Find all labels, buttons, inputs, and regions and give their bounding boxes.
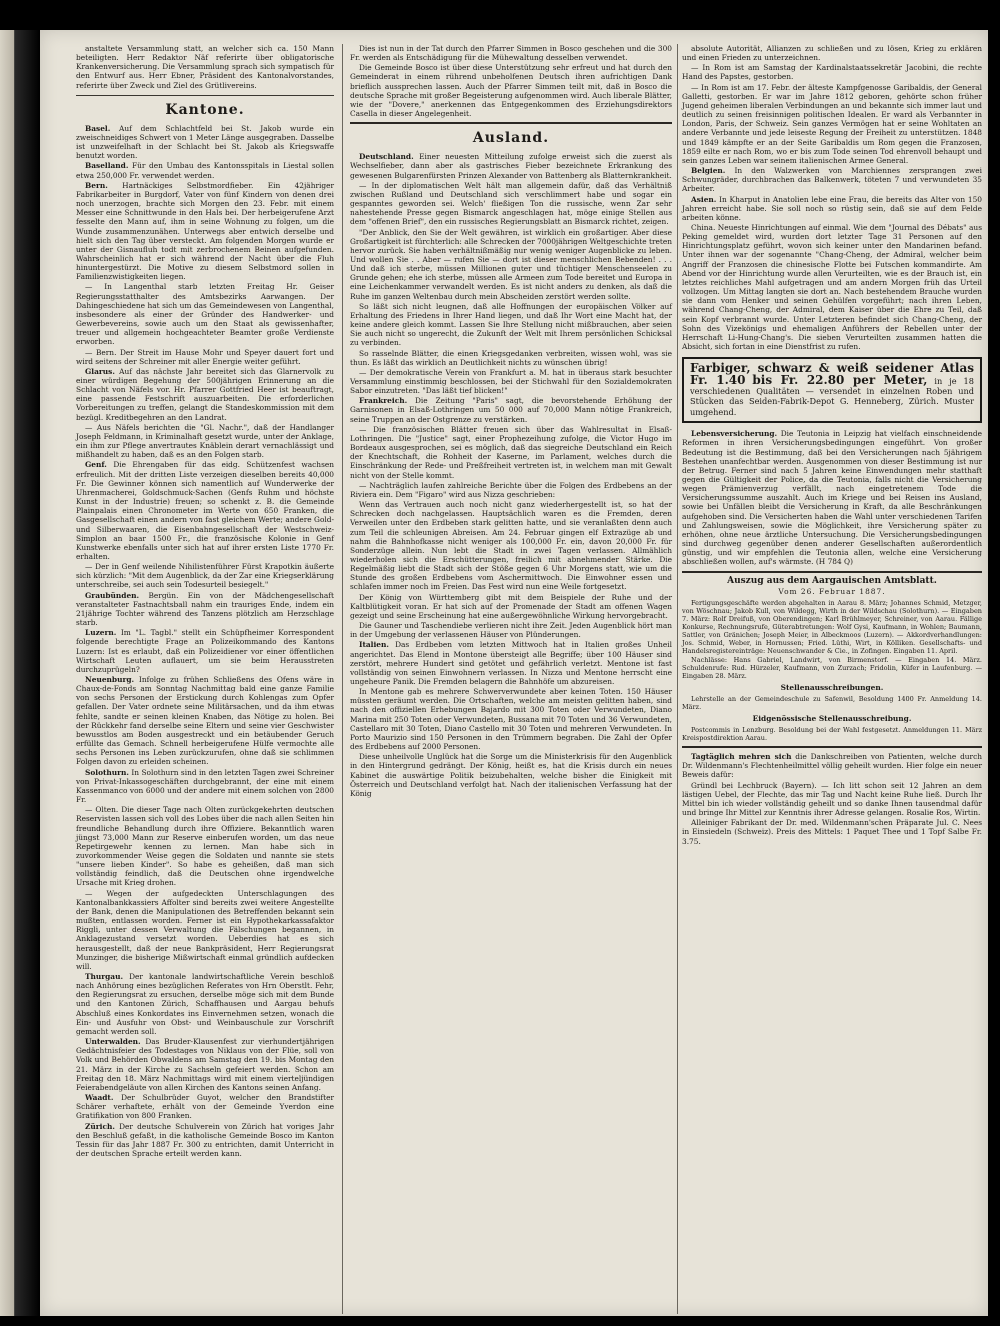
article-text: — Die französischen Blätter freuen sich über das Wahlresultat in Elsaß-Lothringen. Die "Justice" sagt, einer Prophezeihung zufolge, die Victor Hugo im Bordeaux ausgesprochen, sei es möglich, daß das siegreiche Deutschland ein Reich der Knechtschaft, die Rohheit der Kaserne, im Parlament, welches durch die Einschränkung der Rede- und Preßfreiheit vertreten ist, in welchem man mit Gewalt nicht von der Stelle kommt.	[350, 424, 672, 480]
column-2	[350, 44, 672, 799]
article-text: — In Rom ist am 17. Febr. der älteste Kampfgenosse Garibaldis, der General Galletti, gestorben. Er war im Jahre 1812 geboren, gehörte schon früher Jugend geheimen liberalen Verbindungen an und bekannte sich immer laut und deutlich zu seinen freisinnigen politischen Idealen. Er ward als Verbannter in London, Paris, der Schweiz. Sein ganzes Vermögen hat er seine Wohltaten an andere Verbannte und jede leiseste Regung der Freiheit zu unterstützen. 1848 und 1849 kämpfte er an der Seite Garibaldis um Rom gegen die Franzosen, 1859 eilte er nach Rom, wo er bis zum Tode seinen Tod ehrenvoll behaupt und sein ganzes Leben war seinem italienischen Armee General.	[682, 82, 982, 165]
article-keyword: Frankreich.	[359, 396, 408, 406]
article-text: In den Walzwerken von Marchiennes zersprangen zwei Schwungräder, durchbrachen das Balkenwerk, töteten 7 und verwundeten 35 Arbeiter.	[682, 166, 982, 194]
article-paragraph	[76, 591, 334, 628]
separator	[76, 95, 334, 96]
article-keyword: Asien.	[691, 194, 717, 204]
article-keyword: Zürich.	[85, 1121, 115, 1131]
article-paragraph	[350, 396, 672, 423]
article-paragraph	[350, 152, 672, 179]
column-3-articles	[682, 63, 982, 351]
article-paragraph	[350, 481, 672, 499]
article-text: In Mentone gab es mehrere Schwerverwundete aber keinen Toten. 150 Häuser müssten geräumt werden. Die Ortschaften, welche am meisten gelitten haben, sind nach den offiziellen Erhebungen Bajardo mit 300 Toten oder Verwundeten, Diano Marina mit 250 Toten oder Verwundeten, Bussana mit 70 Toten und 36 Verwundeten, Castellaro mit 30 Toten, Diano Castello mit 30 Toten und mehreren Verwundeten. In Porto Maurizio sind 150 Personen in den Trümmern begraben. Die Zahl der Opfer des Erdbebens auf 2000 Personen.	[350, 687, 672, 752]
article-text: Der deutsche Schulverein von Zürich hat voriges Jahr den Beschluß gefaßt, in die katholische Gemeinde Bosco im Kanton Tessin für das Jahr 1887 Fr. 300 zu entrichten, damit Unterricht in der deutschen Sprache erteilt werden kann.	[76, 1121, 334, 1158]
article-paragraph	[76, 460, 334, 561]
amtsblatt-federal-jobs-title: Eidgenössische Stellenausschreibung.	[752, 714, 912, 723]
article-paragraph	[682, 195, 982, 222]
remedy-keyword: Tagtäglich mehren sich	[691, 752, 792, 762]
article-paragraph	[76, 562, 334, 589]
article-keyword: Unterwalden.	[85, 1037, 141, 1047]
remedy-text: die Dankschreiben von Patienten, welche durch Dr. Wildenmann's Flechtenheilmittel völlig geheilt wurden. Hier folge ein neuer Beweis dafür:	[682, 752, 982, 780]
article-text: — In Rom ist am Samstag der Kardinalstaatssekretär Jacobini, die rechte Hand des Papstes, gestorben.	[682, 63, 982, 82]
separator	[350, 122, 672, 124]
column-1-intro: anstaltete Versammlung statt, an welcher sich ca. 150 Mann beteiligten. Herr Redaktor Näf referirte über obligatorische Krankenversicherung. Die Versammlung sprach sich sympatisch für den Entwurf aus. Herr Ebner, Präsident des Kantonalvorstandes, referirte über Zweck und Ziel des Grütlivereins.	[76, 44, 334, 90]
article-text: — Der in Genf weilende Nihilistenführer Fürst Krapotkin äußerte sich kürzlich: "Mit dem Augenblick, da der Zar eine Kriegserklärung unterschreibe, sei auch sein Todesurteil besiegelt."	[76, 562, 334, 590]
remedy-advertisement	[682, 752, 982, 779]
article-text: Einer neuesten Mitteilung zufolge erweist sich die zuerst als Wechselfieber, dann aber als gastrisches Fieber bezeichnete Erkrankung des gewesenen Bulgarenfürsten Prinzen Alexander von Battenberg als Blatternkrankheit.	[350, 152, 672, 180]
article-text: Diese unheilvolle Unglück hat die Sorge um die Ministerkrisis für den Augenblick in den Hintergrund gedrängt. Der König, heißt es, hat die Krisis durch ein neues Kabinet die auswärtige Politik beizubehalten, welche bisher die Einigkeit mit Österreich und Deutschland verfolgt hat. Nach der italienischen Verfassung hat der König	[350, 752, 672, 798]
article-text: — In Langenthal starb letzten Freitag Hr. Geiser Regierungsstatthalter des Amtsbezirks Aarwangen. Der Dahingeschiedene hat sich um das Gemeindewesen von Langenthal, insbesondere als einer der Gründer des Handwerker- und Gewerbevereins, sowie auch um den Staat als gewissenhafter, treuer und allgemein hochgeachteter Beamter große Verdienste erworben.	[76, 282, 334, 347]
article-paragraph	[350, 349, 672, 367]
article-text: Das Erdbeben vom letzten Mittwoch hat in Italien großes Unheil angerichtet. Das Elend in Montone übersteigt alle Begriffe; über 100 Häuser sind zerstört, mehrere Hundert sind getötet und gefährlich verletzt. Mentone ist fast vollständig von seinen Einwohnern verlassen. In Nizza und Mentone herrscht eine ungeheure Panik. Die Fremden belagern die Bahnhöfe um abzureisen.	[350, 640, 672, 686]
ad-headline: Farbiger, schwarz & weiß seidener Atlas Fr. 1.40	[690, 361, 974, 387]
article-text: So rasselnde Blätter, die einen Kriegsgedanken verbreiten, wissen wohl, was sie thun. Es läßt das wirklich an Deutlichkeit nichts zu wünschen übrig!	[350, 348, 672, 367]
article-keyword: Deutschland.	[359, 152, 414, 162]
amtsblatt-body-2: Nachlässe: Hans Gabriel, Landwirt, von Birmenstorf. — Eingaben 14. März. Schuldenrufe: Rud. Hürzeler, Kaufmann, von Zurzach; Fridolin, Küfer in Laufenburg. — Eingaben 28. März.	[682, 655, 982, 680]
article-text: Hartnäckiges Selbstmordfieber. Ein 42jähriger Fabrikarbeiter in Burgdorf, Vater von fünf Kindern von denen drei noch unerzogen, brachte sich Morgen den 23. Febr. mit einem Messer eine Schnittwunde in den Hals bei. Der herbeigerufene Arzt fesselte den Mann auf, ihm in seine Wohnung zu folgen, um die Wunde zusammenzunähen. Unterwegs aber entwich derselbe und hielt sich den Tag über versteckt. Am folgenden Morgen wurde er unter der Gisnaufluh todt mit zerbrochenem Beinen aufgefunden. Wahrscheinlich hat er sich während der Nacht über die Fluh hinuntergestürzt. Die Motive zu diesem Selbstmord sollen in Familienzwistigkeiten liegen.	[76, 180, 334, 282]
article-text: "Der Anblick, den Sie der Welt gewähren, ist wirklich ein großartiger. Aber diese Großartigkeit ist fürchterlich: alle Schrecken der 7000jährigen Weltgeschichte treten hervor zurück. Sie haben verhältnißmäßig nur wenig weniger Augenblicke zu leben. Und wollen Sie . . Aber — rufen Sie — dort ist dieser menschlichen Bebenden! . . . Und daß ich sterbe, müssen Millionen guter und tüchtiger Menschenseelen zu Grunde gehen; ehe ich sterbe, müssen alle Armeen zum Tode bereitet und Europa in eine Leichenkammer verwandelt werden. Es ist nicht anders zu denken, als daß die Ruhe im ganzen Weltenbau durch mein Abscheiden zerstört werden sollte.	[350, 227, 672, 301]
article-paragraph	[76, 675, 334, 767]
column-1-articles	[76, 124, 334, 1158]
article-text: Infolge zu frühen Schließens des Ofens wäre in Chaux-de-Fonds am Sonntag Nachmittag bald eine ganze Familie von sechs Personen der Erstickung durch Kohlengas zum Opfer gefallen. Der Vater ordnete seine Militärsachen, und da ihm etwas fehlte, sandte er seinen kleinen Knaben, das Nötige zu holen. Bei der Rückkehr fand derselbe seine Eltern und seine vier Geschwister bewusstlos am Boden ausgestreckt und ein betäubender Geruch erfüllte das Gemach. Schnell herbeigerufene Hülfe vermochte alle sechs Personen ins Leben zurückzurufen, ohne daß sie schlimmen Folgen davon zu erleiden scheinen.	[76, 675, 334, 767]
column-1	[76, 44, 334, 1159]
article-text: Im "L. Tagbl." stellt ein Schüpfheimer Korrespondent folgende berechtigte Frage an Polizeikommando des Kantons Luzern: Ist es erlaubt, daß ein Polizeidiener vor einer öffentlichen Wirtschaft Leuten auflauert, um sie beim Herausstreten durchzuprügeln?	[76, 628, 334, 674]
article-text: Der König von Württemberg gibt mit dem Beispiele der Ruhe und der Kaltblütigkeit voran. Er hat sich auf der Promenade der Stadt am offenen Wagen gezeigt und seine Erscheinung hat eine außergewöhnliche Wirkung hervorgebracht.	[350, 592, 672, 620]
article-text: Die Gauner und Taschendiebe verlieren nicht ihre Zeit. Jeden Augenblick hört man in der Umgebung der verlassenen Häuser von Plünderungen.	[350, 621, 672, 640]
article-text: — Der demokratische Verein von Frankfurt a. M. hat in überaus stark besuchter Versammlung einstimmig beschlossen, bei der Stichwahl für den Sozialdemokraten Sabor einzutreten. "Das läßt tief blicken!"	[350, 367, 672, 396]
article-paragraph	[682, 63, 982, 81]
ad-body: in je 18 verschiedenen Qualitäten — versendet in einzelnen Roben und Stücken das Seiden-Fabrik-Depot G. Henneberg, Zürich. Muster umgehend.	[690, 375, 974, 417]
column-divider-2	[677, 44, 678, 1314]
insurance-notice	[682, 429, 982, 566]
article-paragraph	[76, 161, 334, 179]
article-keyword: Thurgau.	[85, 972, 124, 981]
article-text: Der Schulbrüder Guyot, welcher den Brandstifter Schärer verhaftete, erhält von der Gemeinde Yverdon eine Gratifikation von 800 Franken.	[76, 1093, 334, 1121]
article-paragraph	[76, 768, 334, 805]
amtsblatt-date: Vom 26. Februar 1887.	[778, 586, 886, 596]
article-keyword: Genf.	[85, 460, 107, 470]
article-paragraph	[76, 889, 334, 971]
amtsblatt-jobs-text: Lehrstelle an der Gemeindeschule zu Safenwil, Besoldung 1400 Fr. Anmeldung 14. März.	[682, 695, 982, 711]
article-paragraph	[682, 166, 982, 193]
article-paragraph	[682, 223, 982, 351]
article-text: China. Neueste Hinrichtungen auf einmal. Wie dem "Journal des Débats" aus Peking gemeldet wird, wurden dort letzter Tage 31 Personen auf den Hinrichtungsplatz geführt, wovon sich keiner unter den Mandarinen befand. Unter ihnen war der sogenannte "Chang-Cheng, der Admiral, welcher beim Angriff der Franzosen die chinesische Flotte bei Futschen kommandirte. Am Abend vor der Hinrichtung wurde allen Verurteilten, wie es der Brauch ist, ein letztes reichliches Mahl aufgetragen und am andern Morgen früh das Urteil vollzogen. Um Mittag langten sie dort an. Nach bestehendem Brauche wurden sie dann vom Henker und seinen Gehülfen vorgeführt; nach ihren Leben, während Chang-Cheng, der Admiral, dem Kaiser über die Ehre zu Teil, daß sein Kopf verbrannt wurde. Unter Letzteren befindet sich Chang-Cheng, der Sohn des Vizekönigs und ehemaligen Anführers der Rebellen unter der Herrschaft Li-Hung-Chang's. Die sieben Verurteilten zusammen hatten die Absicht, sich fortan in eine Dienstfrist zu rufen.	[682, 222, 982, 351]
amtsblatt-jobs-title: Stellenausschreibungen.	[780, 682, 884, 692]
page-edge-strip	[0, 30, 40, 1316]
article-paragraph	[76, 1122, 334, 1159]
article-paragraph	[350, 640, 672, 686]
article-paragraph	[76, 282, 334, 346]
article-paragraph	[350, 425, 672, 480]
article-text: Wenn das Vertrauen auch noch nicht ganz wiederhergestellt ist, so hat der Schrecken doch nachgelassen. Hauptsächlich waren es die Fremden, deren Verweilen unter den Erdbeben stark gelitten hatte, und sie veranlaßten denn auch zum Teil die schleunigen Abreisen. Am 24. Februar gingen elf Extrazüge ab und nahm die Bahnhofkasse nicht weniger als 100,000 Fr. ein, davon 20,000 Fr. für Sonderzüge allein. Nun lebt die Stadt in zwei Tagen verlassen. Allmählich wiederholen sich die Erschütterungen, freilich mit abnehmender Stärke. Die Regelmäßig liebt die Stadt sich der Stöße gegen 6 Uhr Morgens statt, wie um die Stunde des großen Erdbebens vom Aschermittwoch. Die Einwohner essen und schlafen immer noch im Freien. Das Fest wird nun eine Weile fortgesetzt.	[350, 500, 672, 592]
article-text: Bergün. Ein von der Mädchengesellschaft veranstalteter Fastnachtsball nahm ein trauriges Ende, indem ein 21jährige Tochter während des Tanzens plötzlich am Herzschlage starb.	[76, 590, 334, 628]
column-2-intro-2: Die Gemeinde Bosco ist über diese Unterstützung sehr erfreut und hat durch den Gemeinderat in einem rührend unbeholfenen Deutsch ihren aufrichtigen Dank brieflich aussprechen lassen. Auch der Pfarrer Simmen teilt mit, daß in Bosco die deutsche Sprache mit großer Begeisterung aufgenommen wird. Auch liberale Blätter, wie der "Dovere," anerkennen das Entgegenkommen des Erziehungsdirektors Casella in dieser Angelegenheit.	[350, 63, 672, 119]
article-paragraph	[76, 124, 334, 161]
article-text: Die Zeitung "Paris" sagt, die bevorstehende Erhöhung der Garnisonen in Elsaß-Lothringen um 50 000 auf 70,000 Mann nötige Frankreich, seine Truppen an der Ostgrenze zu verstärken.	[350, 396, 672, 424]
column-3	[682, 44, 982, 847]
article-paragraph	[76, 423, 334, 460]
column-3-intro: absolute Autorität, Allianzen zu schließen und zu lösen, Krieg zu erklären und einen Frieden zu unterzeichnen.	[682, 44, 982, 63]
ad-price: bis Fr. 22.80 per Meter,	[752, 372, 928, 387]
article-paragraph	[350, 593, 672, 620]
article-text: So läßt sich nicht leugnen, daß alle Hoffnungen der europäischen Völker auf Erhaltung des Friedens in Ihrer Hand liegen, und daß Ihr Wort eine Macht hat, der keine andere gleich kommt. Lassen Sie Ihre Stellung nicht mißbrauchen, aber seien Sie auch nicht so ungerecht, die Zukunft der Welt mit Ihrem persönlichen Schicksal zu verbinden.	[350, 301, 672, 348]
article-text: — Olten. Die dieser Tage nach Olten zurückgekehrten deutschen Reservisten lassen sich voll des Lobes über die nach allen Seiten hin freundliche Behandlung durch ihre Offiziere. Bekanntlich waren jüngst 73,000 Mann zur Reserve einberufen worden, um das neue Repetirgewehr kennen zu lernen. Man habe sich in zuvorkommender Weise gegen die Soldaten und nannte sie stets "unsere lieben Kinder". So habe es geheißen, daß man sich vollständig feindlich, daß die Deutschen ohne irgendwelche Ursache mit Krieg drohen.	[76, 805, 334, 888]
article-paragraph	[76, 1037, 334, 1092]
article-text: Das Bruder-Klausenfest zur vierhundertjährigen Gedächtnisfeier des Todestages von Niklaus von der Flüe, soll von Volk und Behörden Obwaldens am Samstag den 19. bis Montag den 21. März in der Kirche zu Sachseln gefeiert werden. Schon am Freitag den 18. März Nachmittags wird mit einem vierteljündigen Feierabendgeläute von allen Kirchen des Kantons seinen Anfang.	[76, 1037, 334, 1092]
article-text: Der kantonale landwirtschaftliche Verein beschloß nach Anhörung eines bezüglichen Referates von Hrn Oberstlt. Fehr, den Regierungsrat zu ersuchen, derselbe möge sich mit dem Bunde und den Kantonen Zürich, Schaffhausen und Aargau behufs Abschluß eines Konkordates ins Einvernehmen setzen, wonach die Ein- und Ausfuhr von Obst- und Weinbauschule zur Vorschrift gemacht werden soll.	[76, 972, 334, 1036]
article-paragraph	[76, 1093, 334, 1120]
article-keyword: Bern.	[85, 180, 108, 190]
article-text: Auf das nächste Jahr bereitet sich das Glarnervolk zu einer würdigen Begehung der 500jährigen Erinnerung an die Schlacht von Näfels vor. Hr. Pfarrer Gottfried Heer ist beauftragt, eine passende Festschrift auszuarbeiten. Die erforderlichen Vorbereitungen zu treffen, gelangt die Standeskommission mit dem bezügl. Kreditbegehren an den Landrat.	[76, 366, 334, 422]
remedy-testimonial: Gründl bei Lechbruck (Bayern). — Ich litt schon seit 12 Jahren an dem lästigen Uebel, der Flechte, das mir Tag und Nacht keine Ruhe ließ. Durch Ihr Mittel bin ich wieder vollständig geheilt und so danke Ihnen tausendmal dafür und bringe Ihr Mittel zur Kenntnis ihrer Adresse gelangen. Rosalie Ros, Wirtin.	[682, 780, 982, 818]
insurance-keyword: Lebensversicherung.	[691, 429, 778, 439]
article-paragraph	[350, 500, 672, 592]
article-text: In Kharput in Anatolien lebe eine Frau, die bereits das Alter von 150 Jahren erreicht habe. Sie soll noch so rüstig sein, daß sie auf dem Felde arbeiten könne.	[682, 194, 982, 222]
article-text: — Nachträglich laufen zahlreiche Berichte über die Folgen des Erdbebens an der Riviera ein. Dem "Figaro" wird aus Nizza geschrieben:	[350, 480, 672, 499]
article-text: — Bern. Der Streit im Hause Mohr und Speyer dauert fort und wird seitens der Schreiner mit aller Energie weiter geführt.	[76, 347, 334, 366]
article-text: Für den Umbau des Kantonsspitals in Liestal sollen etwa 250,000 Fr. verwendet werden.	[76, 161, 334, 180]
article-text: Die Ehrengaben für das eidg. Schützenfest wachsen erfreulich. Mit der dritten Liste verzeigen dieselben bereits 40,000 Fr. Die Gewinner können sich namentlich auf Wunderwerke der Uhrenmacherei, Goldschmuck-Sachen (Genfs Ruhm und höchste Kunst in der Industrie) freuen; so schenkt z. B. die Gemeinde Plainpalais einen Chronometer im Werte von 650 Franken, die Gasgesellschaft einen andern von fast gleichem Werte; andere Gold- und Silberwaaren, die Eisenbahngesellschaft der Westschweiz-Simplon an baar 1500 Fr., die französische Kolonie in Genf Kunstwerke ebenfalls unter sich hat auf ihrer ersten Liste 1770 Fr. erhalten.	[76, 460, 334, 561]
article-paragraph	[350, 228, 672, 301]
section-title-kantone: Kantone.	[165, 101, 245, 118]
article-paragraph	[76, 628, 334, 674]
article-text: — Aus Näfels berichten die "Gl. Nachr.", daß der Handlanger Joseph Feldmann, in Kriminalhaft gesetzt wurde, unter der Anklage, ein ihm zur Pflege anvertrautes Knäblein derart vernachlässigt und mißhandelt zu haben, daß es an den Folgen starb.	[76, 422, 334, 460]
article-keyword: Basel.	[85, 123, 111, 133]
article-keyword: Baselland.	[85, 161, 129, 171]
article-paragraph	[76, 348, 334, 366]
article-text: Auf dem Schlachtfeld bei St. Jakob wurde ein zweischneidiges Schwert von 1 Meter Länge ausgegraben. Dasselbe ist unzweifelhaft in der Schlacht bei St. Jakob als Kriegswaffe benutzt worden.	[76, 123, 334, 161]
column-2-articles	[350, 152, 672, 798]
article-paragraph	[350, 181, 672, 227]
column-divider-1	[342, 44, 343, 1314]
remedy-seller: Alleiniger Fabrikant der Dr. med. Wildenmann'schen Präparate Jul. C. Nees in Einsiedeln (Schweiz). Preis des Mittels: 1 Paquet Thee und 1 Topf Salbe Fr. 3.75.	[682, 818, 982, 846]
article-keyword: Glarus.	[85, 366, 115, 376]
insurance-code: (H 784 Q)	[815, 557, 853, 567]
article-text: — In der diplomatischen Welt hält man allgemein dafür, daß das Verhältniß zwischen Rußland und Deutschland sich verschlimmert habe und sogar ein gespanntes geworden sei. Welch' fließigen Ton die russische, wenn Zar sehr nahestehende Presse gegen Bismarck angeschlagen hat, möge einige Stellen aus dem "offenen Brief", den ein russisches Regierungsblatt an Bismarck richtet, zeigen.	[350, 180, 672, 227]
column-2-intro-1: Dies ist nun in der Tat durch den Pfarrer Simmen in Bosco geschehen und die 300 Fr. werden als Entschädigung für die Mühewaltung desselben verwendet.	[350, 44, 672, 63]
article-paragraph	[76, 972, 334, 1036]
silk-advertisement	[682, 357, 982, 423]
article-paragraph	[350, 621, 672, 639]
article-paragraph	[350, 368, 672, 395]
article-paragraph	[350, 302, 672, 348]
article-keyword: Italien.	[359, 640, 389, 650]
section-title-ausland: Ausland.	[472, 130, 550, 147]
article-keyword: Neuenburg.	[85, 675, 135, 684]
article-text: — Wegen der aufgedeckten Unterschlagungen des Kantonalbankkassiers Affolter sind bereits zwei weitere Angestellte der Bank, denen die Manipulationen des Betreffenden bekannt sein mußten, entlassen worden. Ferner ist ein Hypothekarkassafaktor Riggli, unter dessen Verwaltung die Fälschungen begannen, in Anklagezustand versetzt worden. Ueberdies hat es sich herausgestellt, daß der neue Bankpräsident, Herr Regierungsrat Munzinger, die bisherige Mißwirtschaft einmal gründlich aufdecken will.	[76, 888, 334, 971]
article-keyword: Luzern.	[85, 628, 117, 638]
amtsblatt-body: Fertigungsgeschäfte werden abgehalten in Aarau 8. März; Johannes Schmid, Metzger, von Wöschnau; Jakob Kull, von Wildegg, Wirth in der Wildschau (Solothurn). — Eingaben 7. März: Rolf Dreifuß, von Oberendingen; Karl Brühlmeyer, Schreiner, von Aarau. Fällige Konkurse, Rechnungsrufe, Güterabtretungen: Wolf Gysi, Kaufmann, in Wohlen; Baumann, Sattler, von Gränichen; Joseph Meier, in Albeckmoos (Luzern). — Akkordverhandlungen: Jos. Schmid, Weber, in Hornussen; Fried. Lüthi, Wirt, in Kölliken. Gesellschafts- und Handelsregistereinträge: Neuenschwander & Cie., in Zofingen. Eingaben 11. April.	[682, 598, 982, 655]
article-keyword: Belgien.	[691, 166, 726, 176]
article-paragraph	[76, 805, 334, 887]
article-paragraph	[76, 181, 334, 282]
article-keyword: Solothurn.	[85, 767, 130, 777]
article-text: In Solothurn sind in den letzten Tagen zwei Schreiner von Privat-Inkassogeschäften durchgebrannt, der eine mit einem Kassenmanco von 6000 und der andere mit einem solchen von 2800 Fr.	[76, 767, 334, 805]
amtsblatt-title: Auszug aus dem Aargauischen Amtsblatt.	[727, 575, 937, 586]
article-keyword: Graubünden.	[85, 590, 140, 600]
separator	[682, 746, 982, 748]
article-paragraph	[682, 83, 982, 165]
insurance-text: Die Teutonia in Leipzig hat vielfach einschneidende Reformen in ihren Versicherungsbedingungen eingeführt. Von großer Bedeutung ist die Bestimmung, daß bei den Versicherungen nach 5jährigem Bestehen unanfechtbar werden. Ausgenommen von dieser Bestimmung ist nur der Betrug. Ferner sind nach 5 Jahren keine Einwendungen mehr statthaft gegen die Gültigkeit der Police, da die Teutonia, falls nicht die Versicherung wegen Prämienverzug verfällt, nach eingetretenem Tode die Versicherungssumme auszahlt. Auch im Kriege und bei Reisen ins Ausland, sowie bei Unfällen bleibt die Versicherung in Kraft, da alle Beschränkungen aufgehoben sind. Die Versicherten haben die Wahl unter verschiedenen Tarifen und Zahlungsweisen, sowie die Möglichkeit, ihre Versicherung später zu erhöhen, ohne neue ärztliche Untersuchung. Die Versicherungsbedingungen sind durchweg gegenüber denen anderer Gesellschaften außerordentlich günstig, und wir empfehlen die Teutonia allen, welche eine Versicherung abschließen wollen, auf's wärmste.	[682, 429, 982, 567]
amtsblatt-federal-jobs-text: Postcommis in Lenzburg. Besoldung bei der Wahl festgesetzt. Anmeldungen 11. März Kreispostdirektion Aarau.	[682, 726, 982, 743]
article-paragraph	[350, 687, 672, 751]
article-paragraph	[350, 752, 672, 798]
article-keyword: Waadt.	[85, 1093, 114, 1103]
separator	[682, 571, 982, 573]
article-paragraph	[76, 367, 334, 422]
